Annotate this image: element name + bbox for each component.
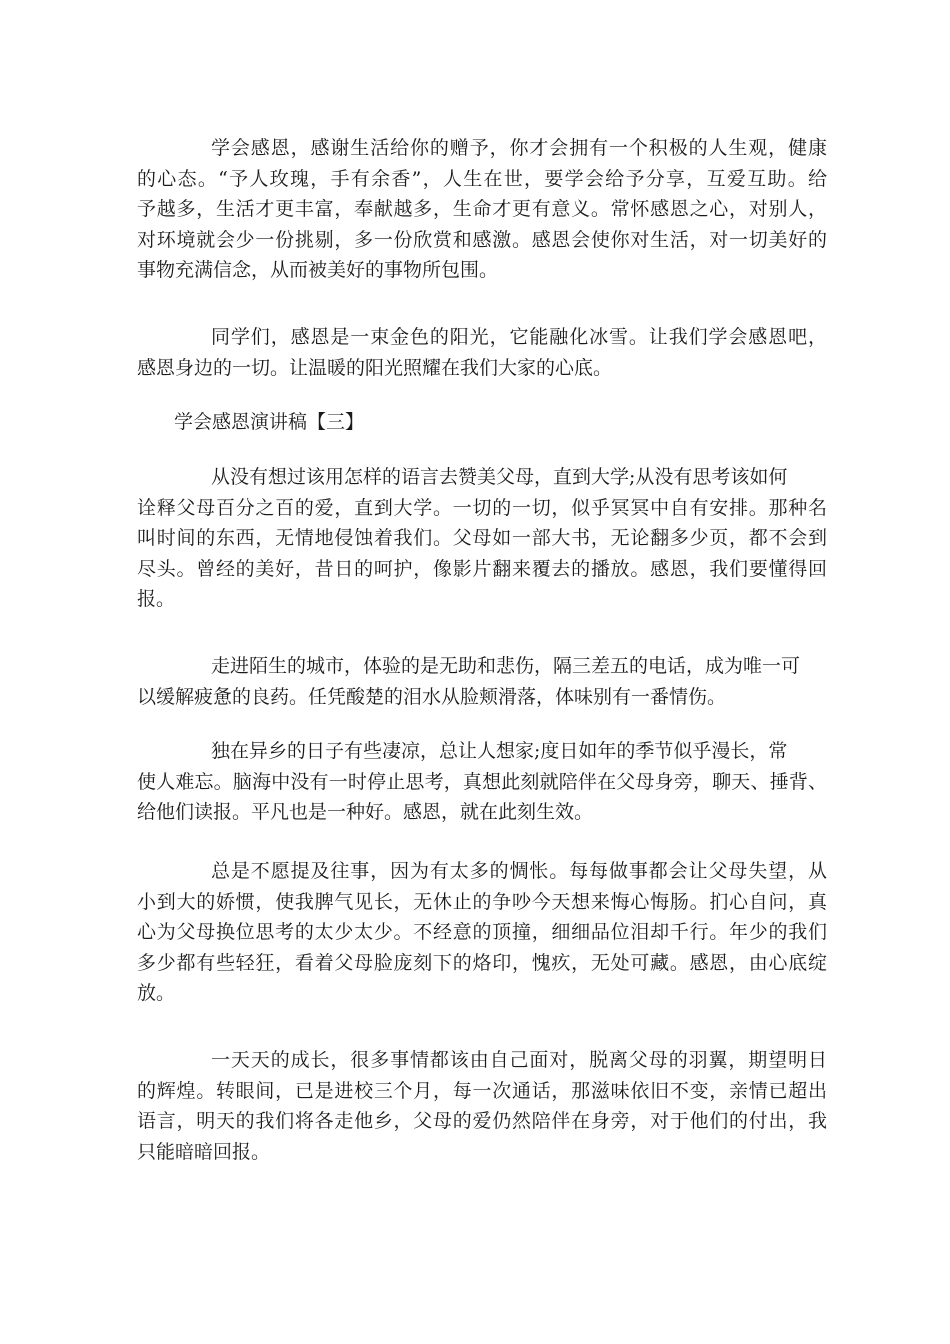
text-line: 尽头。曾经的美好，昔日的呵护，像影片翻来覆去的播放。感恩，我们要懂得回	[137, 557, 827, 580]
text-line: 给他们读报。平凡也是一种好。感恩，就在此刻生效。	[137, 801, 594, 823]
text-line: 从没有想过该用怎样的语言去赞美父母，直到大学;从没有思考该如何	[211, 466, 788, 488]
text-line: 学会感恩，感谢生活给你的赠予，你才会拥有一个积极的人生观，健康	[211, 137, 827, 159]
text-line: 独在异乡的日子有些凄凉，总让人想家;度日如年的季节似乎漫长，常	[211, 740, 788, 762]
text-line: 只能暗暗回报。	[137, 1140, 271, 1163]
text-line: 事物充满信念，从而被美好的事物所包围。	[137, 259, 499, 281]
text-line: 小到大的娇惯，使我脾气见长，无休止的争吵今天想来悔心悔肠。扪心自问，真	[137, 890, 827, 913]
paragraph-gratitude-intro	[137, 133, 827, 286]
paragraph-parents-love	[137, 462, 827, 615]
paragraph-strange-city	[137, 651, 827, 712]
text-line: 对环境就会少一份挑剔，多一份欣赏和感激。感恩会使你对生活，对一切美好的	[137, 228, 827, 251]
text-line: 的心态。“予人玫瑰，手有余香”，人生在世，要学会给予分享，互爱互助。给	[137, 167, 827, 190]
paragraph-growing-up	[137, 1045, 827, 1167]
section-heading: 学会感恩演讲稿【三】	[174, 411, 365, 433]
text-line: 多少都有些轻狂，看着父母脸庞刻下的烙印，愧疚，无处可藏。感恩，由心底绽	[137, 951, 827, 974]
paragraph-away-from-home	[137, 736, 827, 828]
text-line: 心为父母换位思考的太少太少。不经意的顶撞，细细品位泪却千行。年少的我们	[137, 921, 827, 943]
text-line: 放。	[137, 982, 176, 1004]
text-line: 使人难忘。脑海中没有一时停止思考，真想此刻就陪伴在父母身旁，聊天、捶背、	[137, 770, 827, 793]
text-line: 一天天的成长，很多事情都该由自己面对，脱离父母的羽翼，期望明日	[211, 1049, 827, 1071]
paragraph-past-regrets	[137, 856, 827, 1009]
text-line: 走进陌生的城市，体验的是无助和悲伤，隔三差五的电话，成为唯一可	[211, 655, 801, 677]
text-line: 予越多，生活才更丰富，奉献越多，生命才更有意义。常怀感恩之心，对别人，	[137, 198, 827, 220]
paragraph-classmates	[137, 322, 827, 383]
text-line: 同学们，感恩是一束金色的阳光，它能融化冰雪。让我们学会感恩吧，	[211, 326, 827, 348]
text-line: 报。	[137, 588, 176, 610]
text-line: 感恩身边的一切。让温暖的阳光照耀在我们大家的心底。	[137, 356, 613, 379]
text-line: 诠释父母百分之百的爱，直到大学。一切的一切，似乎冥冥中自有安排。那种名	[137, 496, 827, 519]
text-line: 叫时间的东西，无情地侵蚀着我们。父母如一部大书，无论翻多少页，都不会到	[137, 527, 827, 549]
text-line: 以缓解疲惫的良药。任凭酸楚的泪水从脸颊滑落，体味别有一番情伤。	[137, 685, 727, 708]
text-line: 的辉煌。转眼间，已是进校三个月，每一次通话，那滋味依旧不变，亲情已超出	[137, 1079, 827, 1102]
text-line: 语言，明天的我们将各走他乡，父母的爱仍然陪伴在身旁，对于他们的付出，我	[137, 1110, 827, 1132]
text-line: 总是不愿提及往事，因为有太多的惆怅。每每做事都会让父母失望，从	[211, 860, 827, 882]
